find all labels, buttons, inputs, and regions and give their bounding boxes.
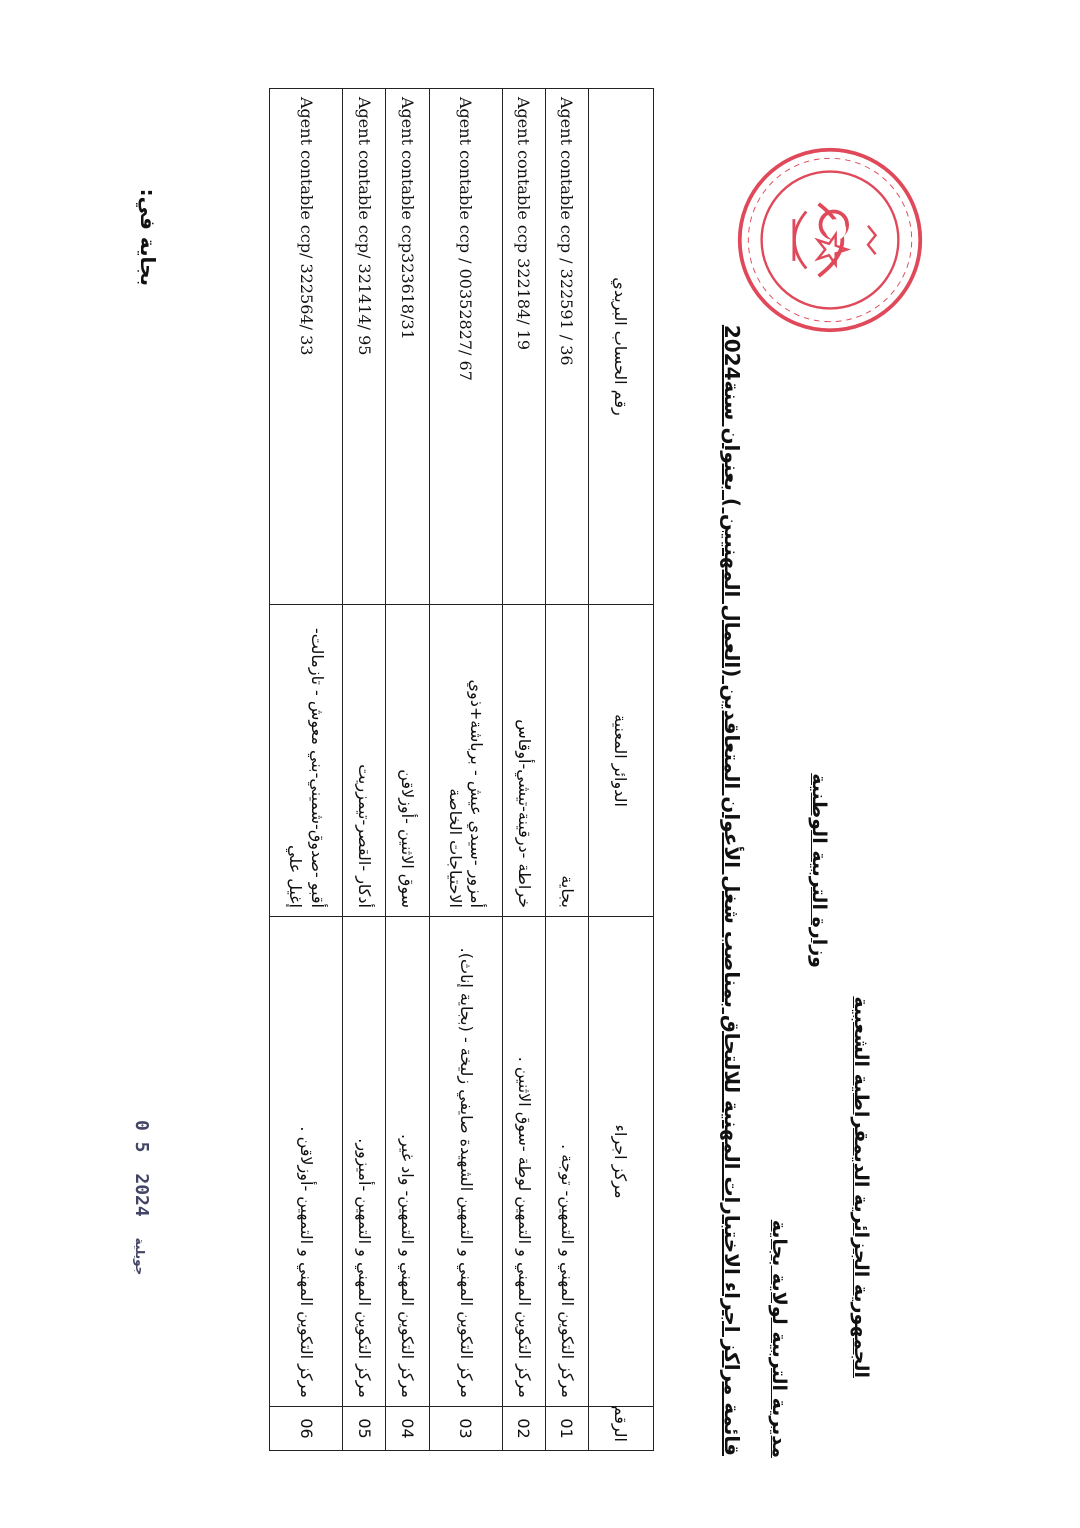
table-row bbox=[429, 89, 502, 1451]
row-account: Agent contable ccp323618/31 bbox=[386, 89, 429, 605]
date-stamp bbox=[131, 1120, 152, 1285]
row-account: Agent contable ccp / 00352827/ 67 bbox=[429, 89, 502, 605]
header-dairas: الدوائر المعنية bbox=[589, 605, 654, 917]
row-number: 06 bbox=[270, 1407, 343, 1451]
row-dairas: خراطة -درقينة-تيشي-أوقاس bbox=[502, 605, 545, 917]
row-number: 05 bbox=[343, 1407, 386, 1451]
row-account: Agent contable ccp 322184/ 19 bbox=[502, 89, 545, 605]
row-number: 01 bbox=[545, 1407, 588, 1451]
row-dairas: بجاية bbox=[545, 605, 588, 917]
row-center: مركز التكوين المهني و التمهين- توجة . bbox=[545, 917, 588, 1407]
table-row bbox=[545, 89, 588, 1451]
row-center: مركز التكوين المهني و التمهين -أميزور. bbox=[343, 917, 386, 1407]
date-month: جويلية bbox=[133, 1237, 147, 1276]
row-center: مركز التكوين المهني و التمهين- واد غير. bbox=[386, 917, 429, 1407]
table-row bbox=[343, 89, 386, 1451]
footer-place-label: بجاية في: bbox=[136, 188, 160, 286]
row-number: 02 bbox=[502, 1407, 545, 1451]
table-row bbox=[502, 89, 545, 1451]
exam-centers-table-container bbox=[269, 88, 654, 1450]
table-header-row bbox=[589, 89, 654, 1451]
row-center: مركز التكوين المهني و التمهين الشهيدة صايفي زليخة - (بجاية إناث). bbox=[429, 917, 502, 1407]
row-dairas: أقبو -صدوق-شميني-بني معوش - تازمالت-إغيل علي bbox=[270, 605, 343, 917]
row-number: 04 bbox=[386, 1407, 429, 1451]
row-account: Agent contable ccp/ 322564/ 33 bbox=[270, 89, 343, 605]
header-account: رقم الحساب البريدي bbox=[589, 89, 654, 605]
row-account: Agent contable ccp/ 321414/ 95 bbox=[343, 89, 386, 605]
document-title: قائمة مراكز اجراء الاختبارات المهنية للالتحاق بمناصب شغل الأعوان المتعاقدين (العمال المهنيين ) بعنوان سنة2024 bbox=[720, 324, 744, 1456]
row-number: 03 bbox=[429, 1407, 502, 1451]
header-number: الرقم bbox=[589, 1407, 654, 1451]
exam-centers-table bbox=[269, 88, 654, 1451]
header-center: مركز اجراء bbox=[589, 917, 654, 1407]
table-row bbox=[386, 89, 429, 1451]
date-day: 0 5 bbox=[131, 1120, 152, 1153]
row-center: مركز التكوين المهني و التمهين -أوزلاقن . bbox=[270, 917, 343, 1407]
official-seal-icon bbox=[735, 145, 925, 335]
ministry-heading: وزارة التربية الوطنية bbox=[808, 773, 830, 968]
date-year: 2024 bbox=[131, 1173, 152, 1217]
row-dairas: سوق الاثنين -أوزلاقن bbox=[386, 605, 429, 917]
row-center: مركز التكوين المهني و التمهين لوطة -سوق الاثنين . bbox=[502, 917, 545, 1407]
directorate-heading: مديرية التربية لولاية بجاية bbox=[768, 1219, 790, 1458]
republic-heading: الجمهورية الجزائرية الديمقراطية الشعبية bbox=[850, 996, 872, 1378]
row-dairas: أمزور -سيدي عيش - برباشة+ذوي الاحتياجات الخاصة bbox=[429, 605, 502, 917]
table-row bbox=[270, 89, 343, 1451]
row-account: Agent contable ccp / 322591 / 36 bbox=[545, 89, 588, 605]
row-dairas: أدكار -القصر-تيمزريت bbox=[343, 605, 386, 917]
